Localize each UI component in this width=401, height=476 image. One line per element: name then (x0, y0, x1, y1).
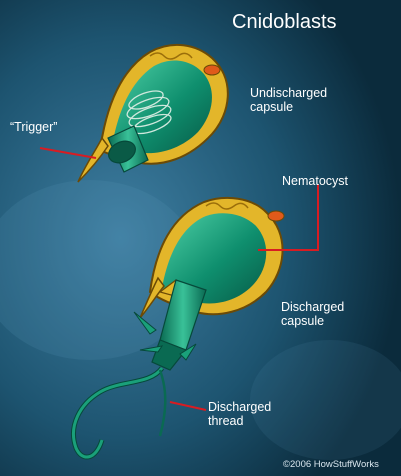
trigger-label: “Trigger” (10, 120, 58, 134)
undischarged-label-line2: capsule (250, 100, 294, 114)
nucleus (204, 65, 220, 75)
undischarged-label-line1: Undischarged (250, 86, 328, 100)
undischarged-capsule-label (250, 86, 327, 114)
discharged-capsule-label (281, 300, 344, 328)
nucleus (268, 211, 284, 221)
nematocyst-label: Nematocyst (282, 174, 348, 188)
thread-label-line1: Discharged (208, 400, 272, 414)
discharged-label-line1: Discharged (281, 300, 345, 314)
thread-label-line2: thread (208, 414, 244, 428)
discharged-label-line2: capsule (281, 314, 325, 328)
discharged-thread-label (208, 400, 271, 428)
diagram-title: Cnidoblasts (232, 11, 337, 33)
copyright-notice: ©2006 HowStuffWorks (283, 459, 379, 470)
